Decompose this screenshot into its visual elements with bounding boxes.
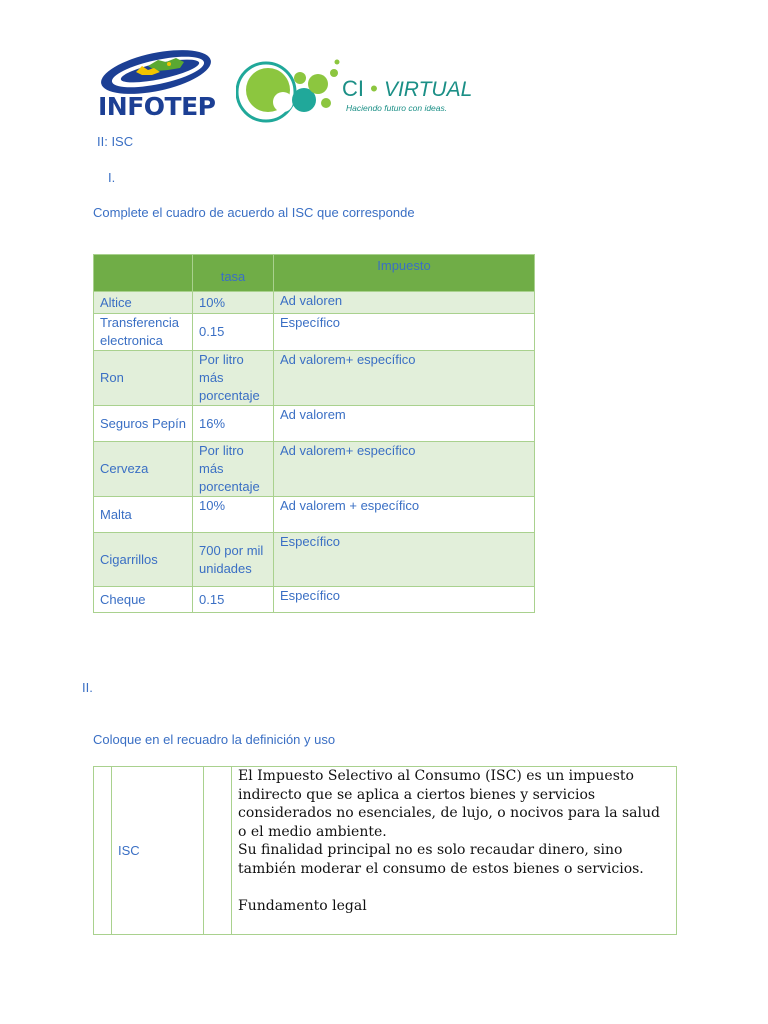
isc-rates-table [93,254,535,613]
table-row [94,292,535,314]
cell-impuesto: Ad valorem + específico [274,497,535,533]
cell-tasa: 10% [193,497,274,533]
table-header-row [94,255,535,292]
civirtual-dot: • [370,76,378,101]
table-row [94,351,535,406]
cell-impuesto: Ad valorem+ específico [274,351,535,406]
cell-tasa: 16% [193,406,274,442]
cell-item: Seguros Pepín [94,406,193,442]
part2-numeral: II. [82,680,93,695]
cell-impuesto: Específico [274,587,535,613]
table-row [94,767,677,935]
blank-cell [204,767,232,935]
cell-item: Transferencia electronica [94,314,193,351]
cell-impuesto: Ad valoren [274,292,535,314]
cell-tasa: Por litro más porcentaje [193,442,274,497]
cell-item: Cheque [94,587,193,613]
table-row [94,406,535,442]
civirtual-virtual: VIRTUAL [383,78,473,101]
table-row [94,587,535,613]
infotep-wordmark: INFOTEP [98,92,216,121]
isc-legal-basis: Fundamento legal [238,897,367,914]
section-title: II: ISC [97,134,134,149]
cell-impuesto: Ad valorem [274,406,535,442]
cell-item: Altice [94,292,193,314]
isc-definition-table [93,766,677,935]
header-tasa: tasa [193,255,274,292]
civirtual-logo [236,56,473,130]
isc-purpose: Su finalidad principal no es solo recaudar dinero, sino también moderar el consumo de estos bienes o servicios. [238,842,644,877]
part1-numeral: I. [108,170,116,185]
part1-instruction: Complete el cuadro de acuerdo al ISC que corresponde [93,205,415,220]
cell-item: Malta [94,497,193,533]
cell-tasa: Por litro más porcentaje [193,351,274,406]
cell-tasa: 0.15 [193,314,274,351]
cell-item: Cigarrillos [94,533,193,587]
infotep-logo [96,44,232,126]
cell-tasa: 700 por mil unidades [193,533,274,587]
civirtual-tagline: Haciendo futuro con ideas. [346,103,448,113]
table-row [94,533,535,587]
part2-instruction: Coloque en el recuadro la definición y uso [93,732,336,747]
cell-impuesto: Específico [274,533,535,587]
blank-line [238,878,670,897]
table-row [94,314,535,351]
cell-item: Cerveza [94,442,193,497]
cell-tasa: 10% [193,292,274,314]
civirtual-circles-icon [236,56,340,130]
cell-item: Ron [94,351,193,406]
isc-definition: El Impuesto Selectivo al Consumo (ISC) es un impuesto indirecto que se aplica a ciertos bienes y servicios considerados no esenciales, de lujo, o nocivos para la salud o el medio ambiente. [238,768,660,840]
civirtual-ci: CI [342,76,364,101]
cell-impuesto: Ad valorem+ específico [274,442,535,497]
cell-tasa: 0.15 [193,587,274,613]
header-item [94,255,193,292]
cell-impuesto: Específico [274,314,535,351]
header-impuesto: Impuesto [274,255,535,292]
isc-definition-cell [232,767,677,935]
table-row [94,497,535,533]
table-row [94,442,535,497]
isc-label: ISC [112,767,204,935]
blank-cell [94,767,112,935]
